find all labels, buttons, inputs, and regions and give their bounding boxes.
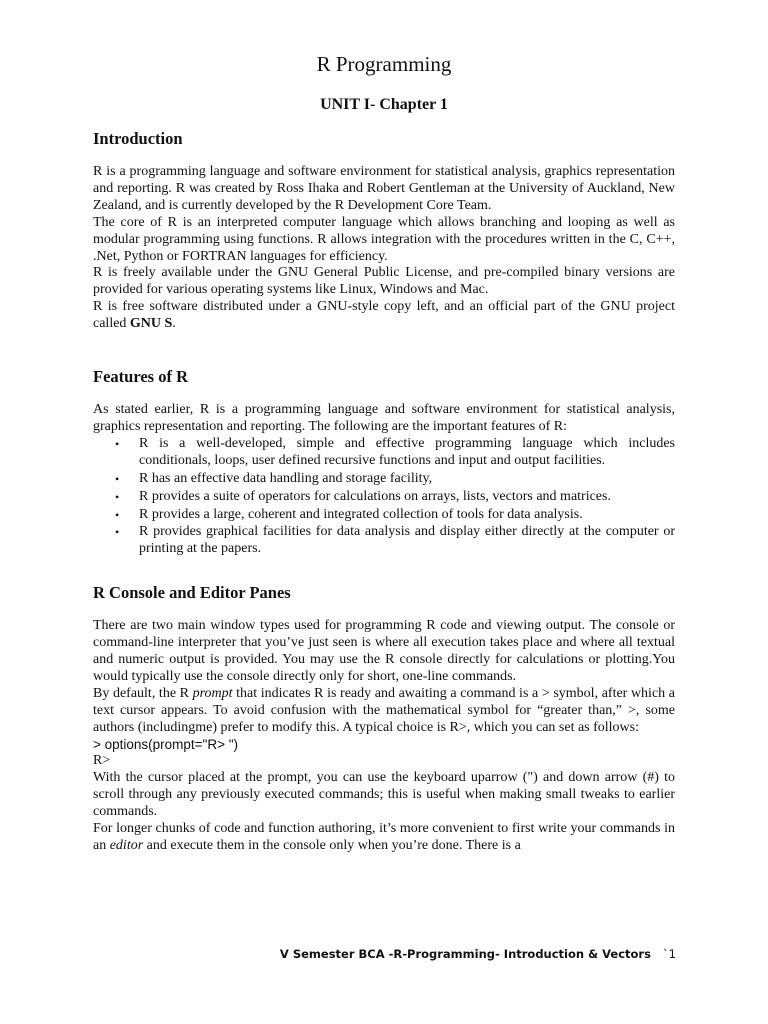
- bullet-icon: •: [115, 525, 120, 540]
- bullet-icon: •: [115, 489, 120, 504]
- features-list: [93, 436, 675, 558]
- console-paragraph-3: With the cursor placed at the prompt, you can use the keyboard uparrow (") and down arrow (#) to scroll through any previously executed commands; this is useful when making small tweaks to earlier commands.: [93, 770, 675, 820]
- chapter-subtitle: UNIT I- Chapter 1: [320, 96, 448, 113]
- feature-text: R provides a suite of operators for calculations on arrays, lists, vectors and matrices.: [139, 488, 611, 504]
- feature-text: R is a well-developed, simple and effective programming language which includes conditionals, loops, user defined recursive functions and input and output facilities.: [139, 435, 675, 468]
- list-item: [93, 507, 675, 524]
- code-line-1: > options(prompt="R> "): [93, 736, 239, 752]
- bullet-icon: •: [115, 436, 120, 451]
- footer-text: V Semester BCA -R-Programming- Introduction & Vectors: [279, 947, 651, 961]
- console-section: [93, 582, 675, 855]
- gnu-s-bold: GNU S: [129, 316, 173, 332]
- intro-p4-end: .: [172, 316, 176, 332]
- editor-italic: editor: [109, 838, 144, 853]
- introduction-section: [93, 128, 675, 333]
- feature-text: R provides graphical facilities for data analysis and display either directly at the computer or printing at the papers.: [139, 524, 675, 557]
- bullet-icon: •: [115, 507, 120, 522]
- intro-p4-text: R is free software distributed under a GNU-style copy left, and an official part of the GNU project called: [93, 299, 675, 332]
- document-title: R Programming: [316, 52, 452, 76]
- intro-paragraph-4: [93, 299, 675, 333]
- feature-text: R has an effective data handling and storage facility,: [139, 470, 433, 486]
- console-paragraph-1: There are two main window types used for programming R code and viewing output. The console or command-line interpreter that you’ve just seen is where all execution takes place and where all textual and numeric output is provided. You may use the R console directly for calculations or plotting.You would typically use the console directly only for short, one-line commands.: [93, 618, 675, 684]
- page-number: `1: [662, 947, 676, 961]
- intro-paragraph-1: R is a programming language and software environment for statistical analysis, graphics representation and reporting. R was created by Ross Ihaka and Robert Gentleman at the University of Auckland, New Zealand, and is currently developed by the R Development Core Team.: [93, 164, 675, 213]
- bullet-icon: •: [115, 471, 120, 486]
- list-item: [93, 524, 675, 558]
- features-heading: Features of R: [93, 367, 189, 387]
- features-intro: As stated earlier, R is a programming language and software environment for statistical analysis, graphics representation and reporting. The following are the important features of R:: [93, 402, 675, 434]
- page-footer: [280, 946, 676, 962]
- console-heading: R Console and Editor Panes: [93, 583, 291, 603]
- introduction-heading: Introduction: [93, 129, 183, 148]
- prompt-italic: prompt: [192, 685, 233, 701]
- intro-paragraph-3: R is freely available under the GNU General Public License, and pre-compiled binary versions are provided for various operating systems like Linux, Windows and Mac.: [93, 265, 675, 298]
- console-p4-b: and execute them in the console only when you’re done. There is a: [143, 838, 521, 853]
- console-p2-b: that indicates R is ready and awaiting a command is a > symbol, after which a text cursor appears. To avoid confusion with the mathematical symbol for “greater than,” >, some authors (includingme) prefer to modify this. A typical choice is R>, which you can set as follows:: [93, 685, 675, 735]
- code-line-2: R>: [93, 753, 111, 769]
- list-item: [93, 489, 675, 506]
- list-item: [93, 436, 675, 470]
- intro-paragraph-2: The core of R is an interpreted computer language which allows branching and looping as well as modular programming using functions. R allows integration with the procedures written in the C, C++, .Net, Python or FORTRAN languages for efficiency.: [93, 214, 675, 264]
- document-body: [93, 128, 675, 855]
- console-p4-a: For longer chunks of code and function authoring, it’s more convenient to first write your commands in an: [93, 821, 675, 853]
- console-p2-a: By default, the R: [93, 685, 193, 701]
- feature-text: R provides a large, coherent and integrated collection of tools for data analysis.: [139, 506, 583, 522]
- console-paragraph-4: [93, 821, 675, 855]
- list-item: [93, 471, 675, 488]
- console-paragraph-2: [93, 686, 675, 737]
- features-section: [93, 366, 675, 558]
